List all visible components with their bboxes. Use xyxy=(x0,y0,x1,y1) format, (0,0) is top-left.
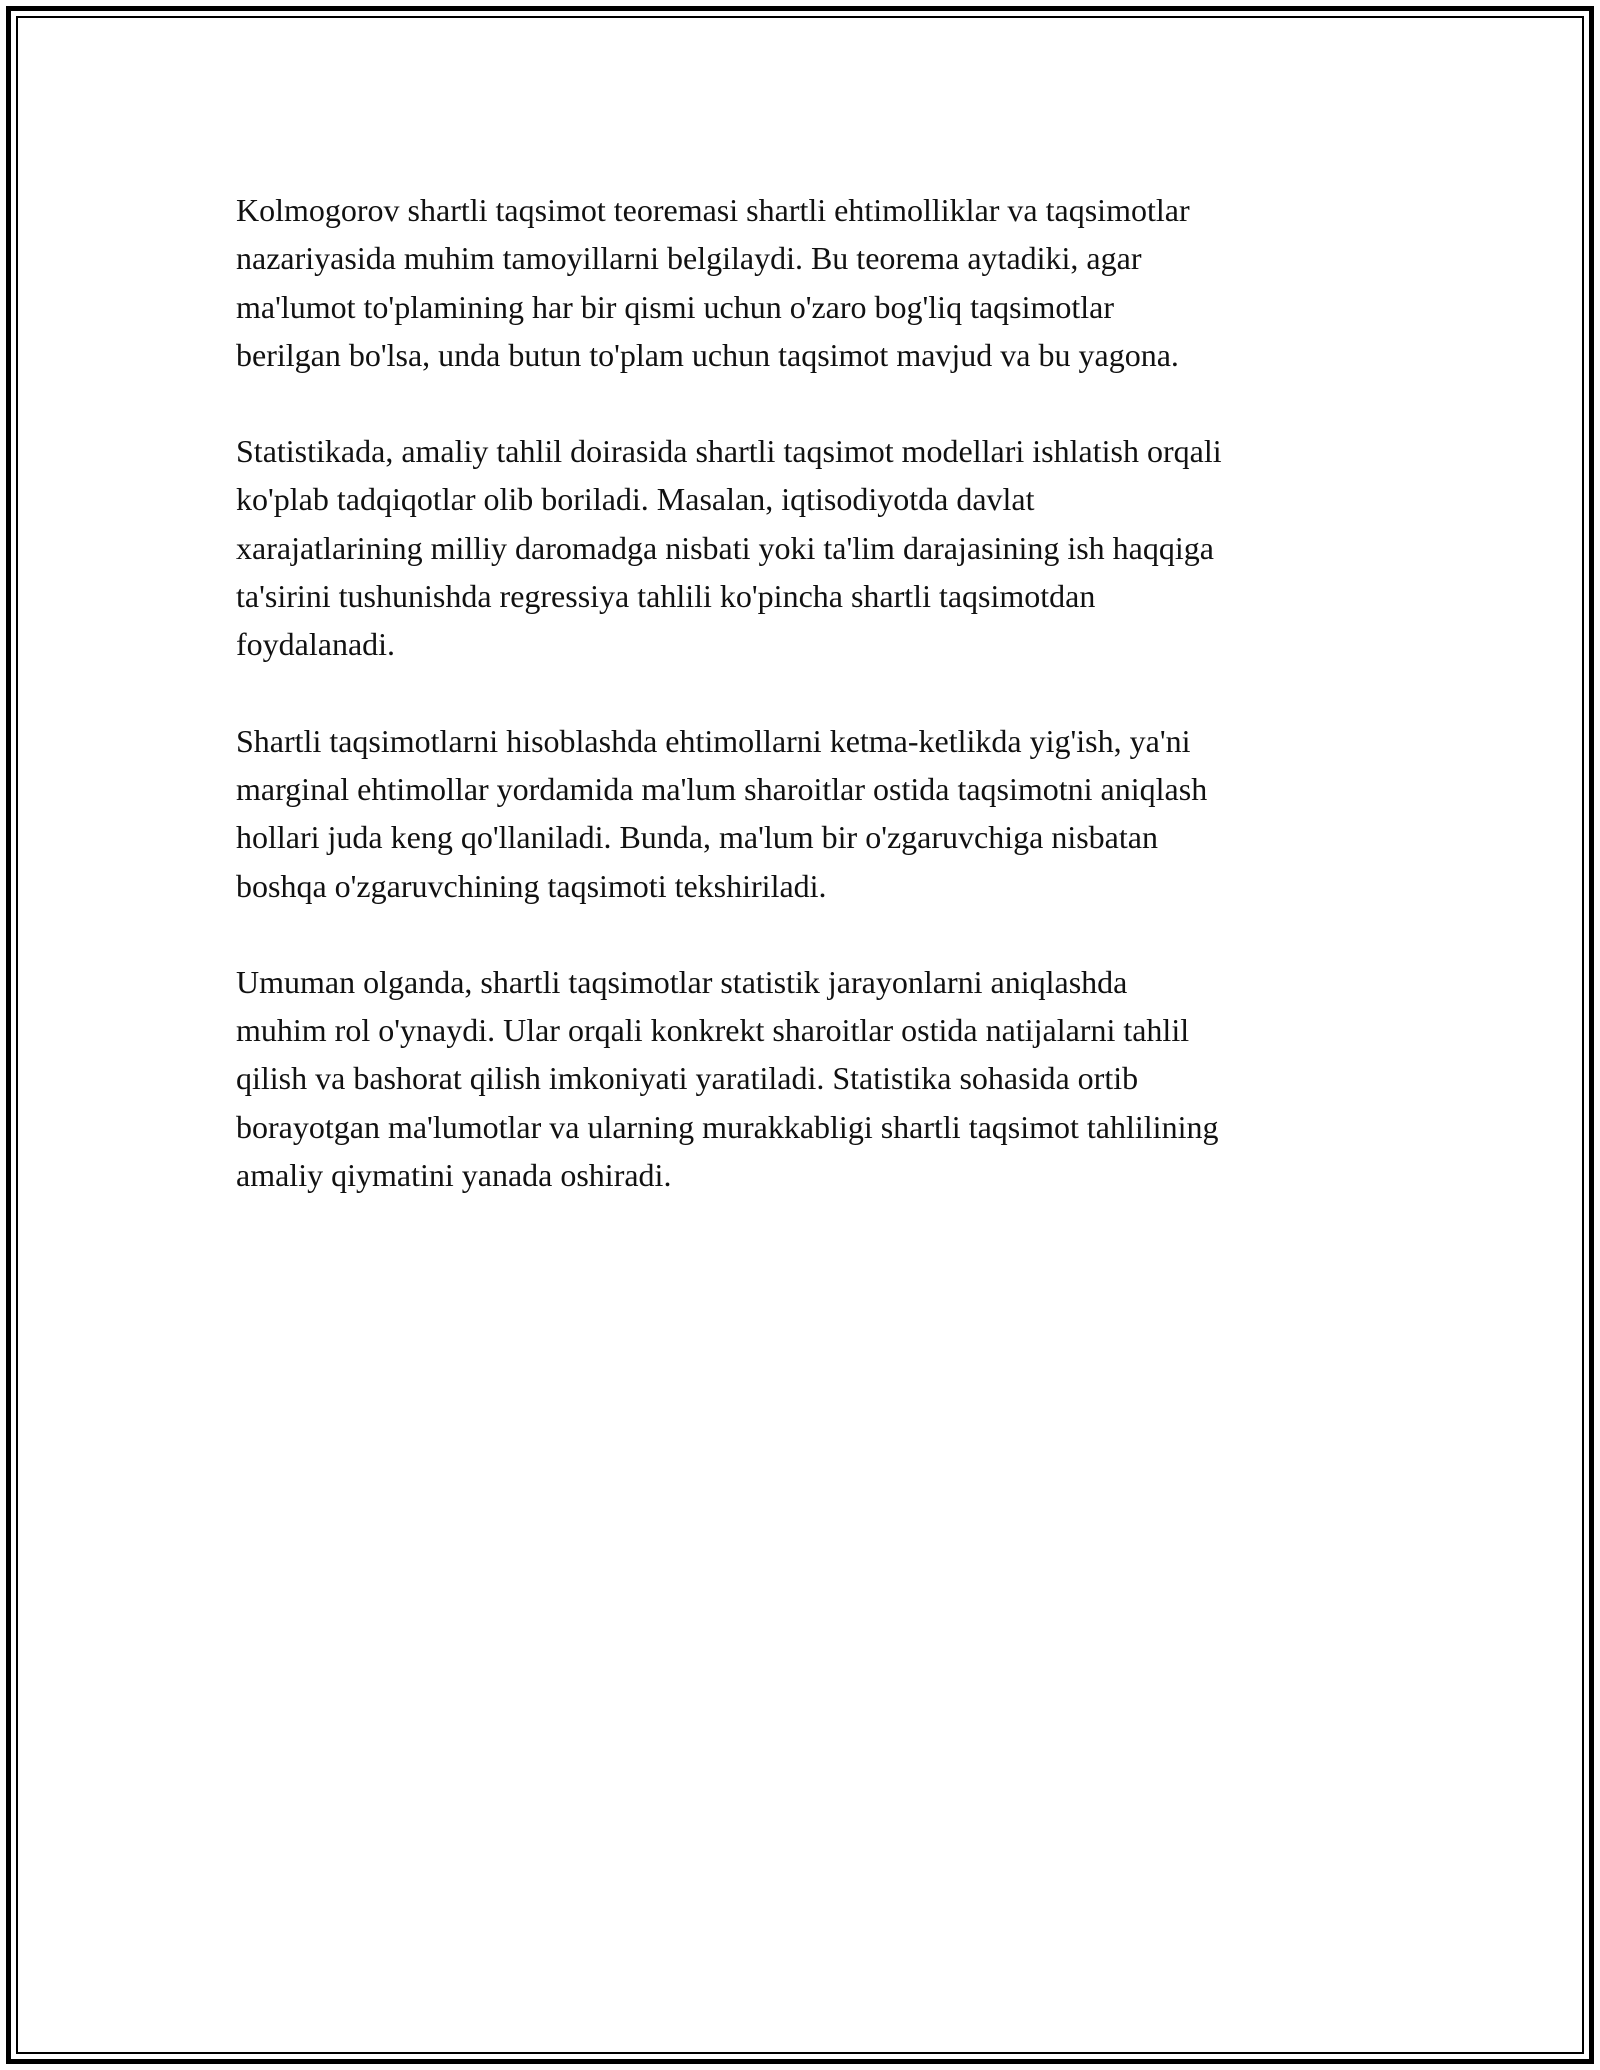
paragraph-line: ma'lumot to'plamining har bir qismi uchun o'zaro bog'liq taqsimotlar xyxy=(236,288,1115,325)
paragraph-line: Statistikada, amaliy tahlil doirasida shartli taqsimot modellari ishlatish orqali xyxy=(236,433,1222,470)
paragraph-line: Shartli taqsimotlarni hisoblashda ehtimollarni ketma-ketlikda yig'ish, ya'ni xyxy=(236,722,1191,759)
paragraph-line: amaliy qiymatini yanada oshiradi. xyxy=(236,1157,672,1194)
paragraph-line: Kolmogorov shartli taqsimot teoremasi shartli ehtimolliklar va taqsimotlar xyxy=(236,192,1190,228)
paragraph-line: foydalanadi. xyxy=(236,626,396,663)
paragraph-line: berilgan bo'lsa, unda butun to'plam uchun taqsimot mavjud va bu yagona. xyxy=(236,336,1179,373)
paragraph-4 xyxy=(236,958,1386,1199)
paragraph-3 xyxy=(236,717,1386,910)
paragraph-line: hollari juda keng qo'llaniladi. Bunda, ma'lum bir o'zgaruvchiga nisbatan xyxy=(236,819,1158,856)
paragraph-line: marginal ehtimollar yordamida ma'lum sharoitlar ostida taqsimotni aniqlash xyxy=(236,770,1208,807)
paragraph-line: ko'plab tadqiqotlar olib boriladi. Masalan, iqtisodiyotda davlat xyxy=(236,481,1035,518)
paragraph-line: ta'sirini tushunishda regressiya tahlili ko'pincha shartli taqsimotdan xyxy=(236,578,1096,615)
paragraph-line: qilish va bashorat qilish imkoniyati yaratiladi. Statistika sohasida ortib xyxy=(236,1060,1139,1097)
paragraph-line: nazariyasida muhim tamoyillarni belgilaydi. Bu teorema aytadiki, agar xyxy=(236,240,1142,277)
paragraph-line: borayotgan ma'lumotlar va ularning murakkabligi shartli taqsimot tahlilining xyxy=(236,1108,1219,1145)
paragraph-line: boshqa o'zgaruvchining taqsimoti tekshiriladi. xyxy=(236,867,827,904)
paragraph-1 xyxy=(236,186,1386,379)
paragraph-line: muhim rol o'ynaydi. Ular orqali konkrekt sharoitlar ostida natijalarni tahlil xyxy=(236,1012,1190,1049)
paragraph-line: xarajatlarining milliy daromadga nisbati yoki ta'lim darajasining ish haqqiga xyxy=(236,529,1214,566)
paragraph-line: Umuman olganda, shartli taqsimotlar statistik jarayonlarni aniqlashda xyxy=(236,963,1128,1000)
document-body xyxy=(236,186,1386,1247)
paragraph-2 xyxy=(236,427,1386,668)
